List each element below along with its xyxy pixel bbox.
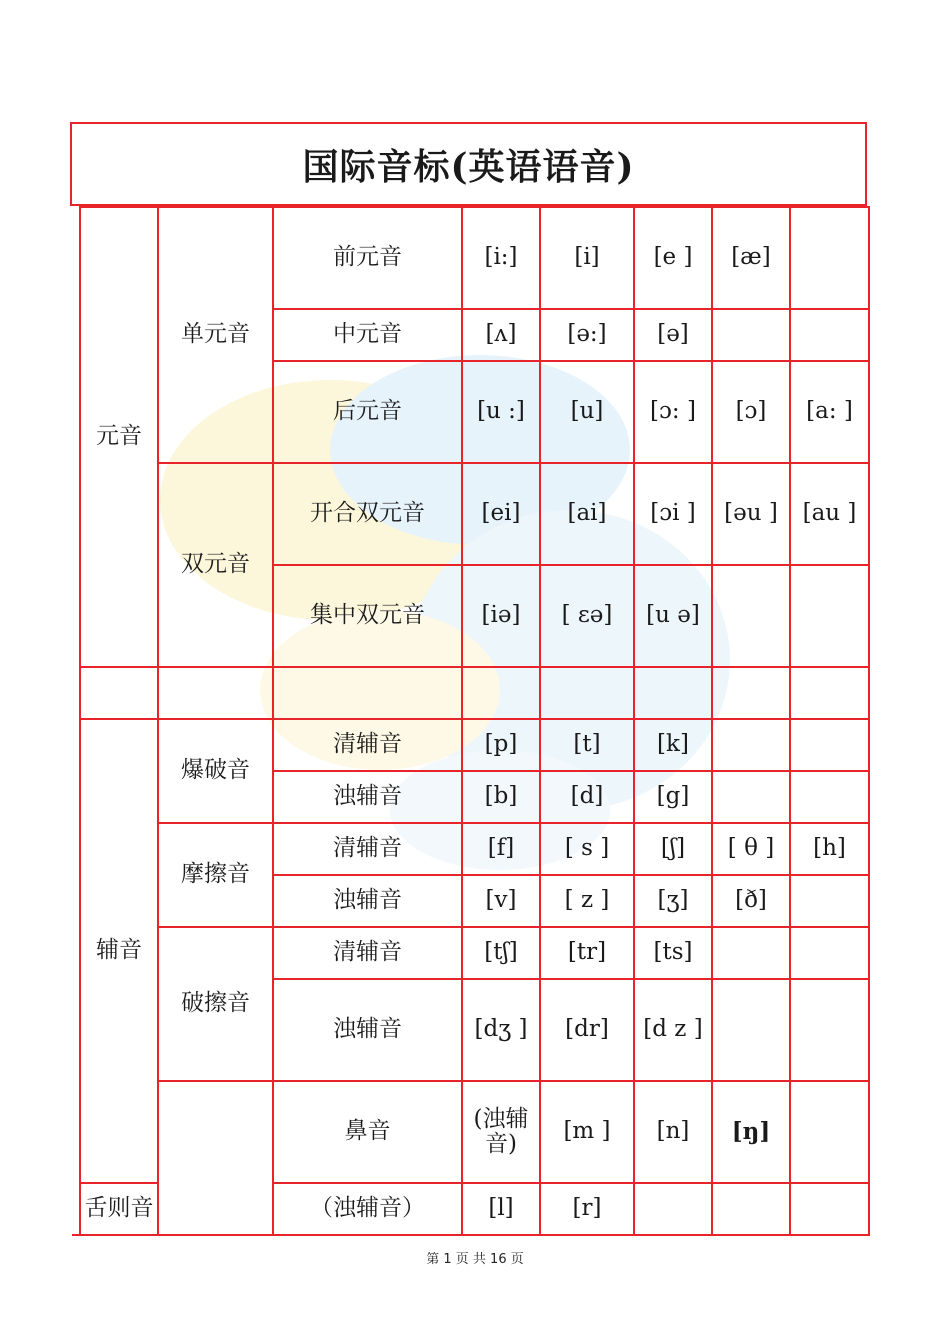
symbol-cell <box>712 927 790 979</box>
table-row <box>80 719 869 771</box>
empty-cell <box>790 667 869 719</box>
row-label: （浊辅音） <box>273 1183 462 1235</box>
empty-cell <box>273 667 462 719</box>
group-plosive: 爆破音 <box>158 719 273 823</box>
row-label: 浊辅音 <box>273 875 462 927</box>
symbol-cell <box>790 979 869 1081</box>
category-vowels: 元音 <box>80 207 158 667</box>
symbol-cell <box>790 1081 869 1183</box>
page-footer: 第 1 页 共 16 页 <box>426 1252 524 1267</box>
empty-cell <box>712 667 790 719</box>
symbol-cell: [ εə] <box>540 565 634 667</box>
ipa-table <box>79 206 870 1236</box>
symbol-cell: [u :] <box>462 361 540 463</box>
symbol-cell: [æ] <box>712 207 790 309</box>
symbol-cell: [v] <box>462 875 540 927</box>
symbol-cell: [ s ] <box>540 823 634 875</box>
symbol-cell: [ts] <box>634 927 712 979</box>
symbol-cell: [au ] <box>790 463 869 565</box>
symbol-cell: [h] <box>790 823 869 875</box>
symbol-cell <box>712 1183 790 1235</box>
symbol-cell: [ z ] <box>540 875 634 927</box>
row-label: 清辅音 <box>273 927 462 979</box>
symbol-cell: [ŋ] <box>712 1081 790 1183</box>
group-nasal: 鼻音 <box>273 1081 462 1183</box>
symbol-cell: [u] <box>540 361 634 463</box>
symbol-cell <box>790 875 869 927</box>
symbol-cell: [ə] <box>634 309 712 361</box>
symbol-cell: [ θ ] <box>712 823 790 875</box>
symbol-cell: [i:] <box>462 207 540 309</box>
symbol-cell <box>790 565 869 667</box>
symbol-cell: [p] <box>462 719 540 771</box>
symbol-cell <box>790 927 869 979</box>
symbol-cell <box>790 207 869 309</box>
symbol-cell <box>712 565 790 667</box>
symbol-cell: [f] <box>462 823 540 875</box>
symbol-cell: [u ə] <box>634 565 712 667</box>
page-title: 国际音标(英语语音) <box>70 122 867 206</box>
symbol-cell: [k] <box>634 719 712 771</box>
symbol-cell: [n] <box>634 1081 712 1183</box>
empty-cell <box>462 667 540 719</box>
symbol-cell: [ai] <box>540 463 634 565</box>
symbol-cell <box>712 771 790 823</box>
symbol-cell: [tʃ] <box>462 927 540 979</box>
row-label: 浊辅音 <box>273 771 462 823</box>
symbol-cell: [l] <box>462 1183 540 1235</box>
symbol-cell: [m ] <box>540 1081 634 1183</box>
row-label: 集中双元音 <box>273 565 462 667</box>
symbol-cell: [ʌ] <box>462 309 540 361</box>
symbol-cell: [d z ] <box>634 979 712 1081</box>
row-label: 清辅音 <box>273 719 462 771</box>
symbol-cell <box>634 1183 712 1235</box>
row-label: 中元音 <box>273 309 462 361</box>
group-diphthong: 双元音 <box>158 463 273 667</box>
symbol-cell <box>712 979 790 1081</box>
symbol-cell: [əu ] <box>712 463 790 565</box>
table-row-empty <box>80 667 869 719</box>
row-label: 清辅音 <box>273 823 462 875</box>
table-row <box>80 927 869 979</box>
symbol-cell: [iə] <box>462 565 540 667</box>
category-other <box>158 1081 273 1235</box>
row-label: 开合双元音 <box>273 463 462 565</box>
symbol-cell <box>790 719 869 771</box>
symbol-cell: [d] <box>540 771 634 823</box>
divider <box>72 1234 80 1236</box>
empty-cell <box>80 667 158 719</box>
symbol-cell: [dʒ ] <box>462 979 540 1081</box>
row-label: 前元音 <box>273 207 462 309</box>
symbol-cell: [tr] <box>540 927 634 979</box>
symbol-cell: [b] <box>462 771 540 823</box>
symbol-cell: [ei] <box>462 463 540 565</box>
empty-cell <box>634 667 712 719</box>
symbol-cell: [ə:] <box>540 309 634 361</box>
row-label: 后元音 <box>273 361 462 463</box>
table-row <box>80 1081 869 1183</box>
symbol-cell: [ʒ] <box>634 875 712 927</box>
symbol-cell: [a: ] <box>790 361 869 463</box>
category-consonants: 辅音 <box>80 719 158 1183</box>
group-fricative: 摩擦音 <box>158 823 273 927</box>
row-label: 浊辅音 <box>273 979 462 1081</box>
symbol-cell: [ɔ: ] <box>634 361 712 463</box>
group-monophthong: 单元音 <box>158 207 273 463</box>
group-affricate: 破擦音 <box>158 927 273 1081</box>
table-row <box>80 823 869 875</box>
symbol-cell: [e ] <box>634 207 712 309</box>
symbol-cell <box>790 309 869 361</box>
table-row <box>80 207 869 309</box>
row-label: (浊辅音) <box>462 1081 540 1183</box>
symbol-cell: [ɔi ] <box>634 463 712 565</box>
group-lateral: 舌则音 <box>80 1183 158 1235</box>
symbol-cell: [ð] <box>712 875 790 927</box>
symbol-cell: [i] <box>540 207 634 309</box>
symbol-cell: [g] <box>634 771 712 823</box>
symbol-cell: [ʃ] <box>634 823 712 875</box>
empty-cell <box>158 667 273 719</box>
symbol-cell: [ɔ] <box>712 361 790 463</box>
table-row <box>80 463 869 565</box>
symbol-cell <box>790 771 869 823</box>
symbol-cell <box>790 1183 869 1235</box>
empty-cell <box>540 667 634 719</box>
symbol-cell: [t] <box>540 719 634 771</box>
symbol-cell: [dr] <box>540 979 634 1081</box>
symbol-cell: [r] <box>540 1183 634 1235</box>
symbol-cell <box>712 309 790 361</box>
symbol-cell <box>712 719 790 771</box>
